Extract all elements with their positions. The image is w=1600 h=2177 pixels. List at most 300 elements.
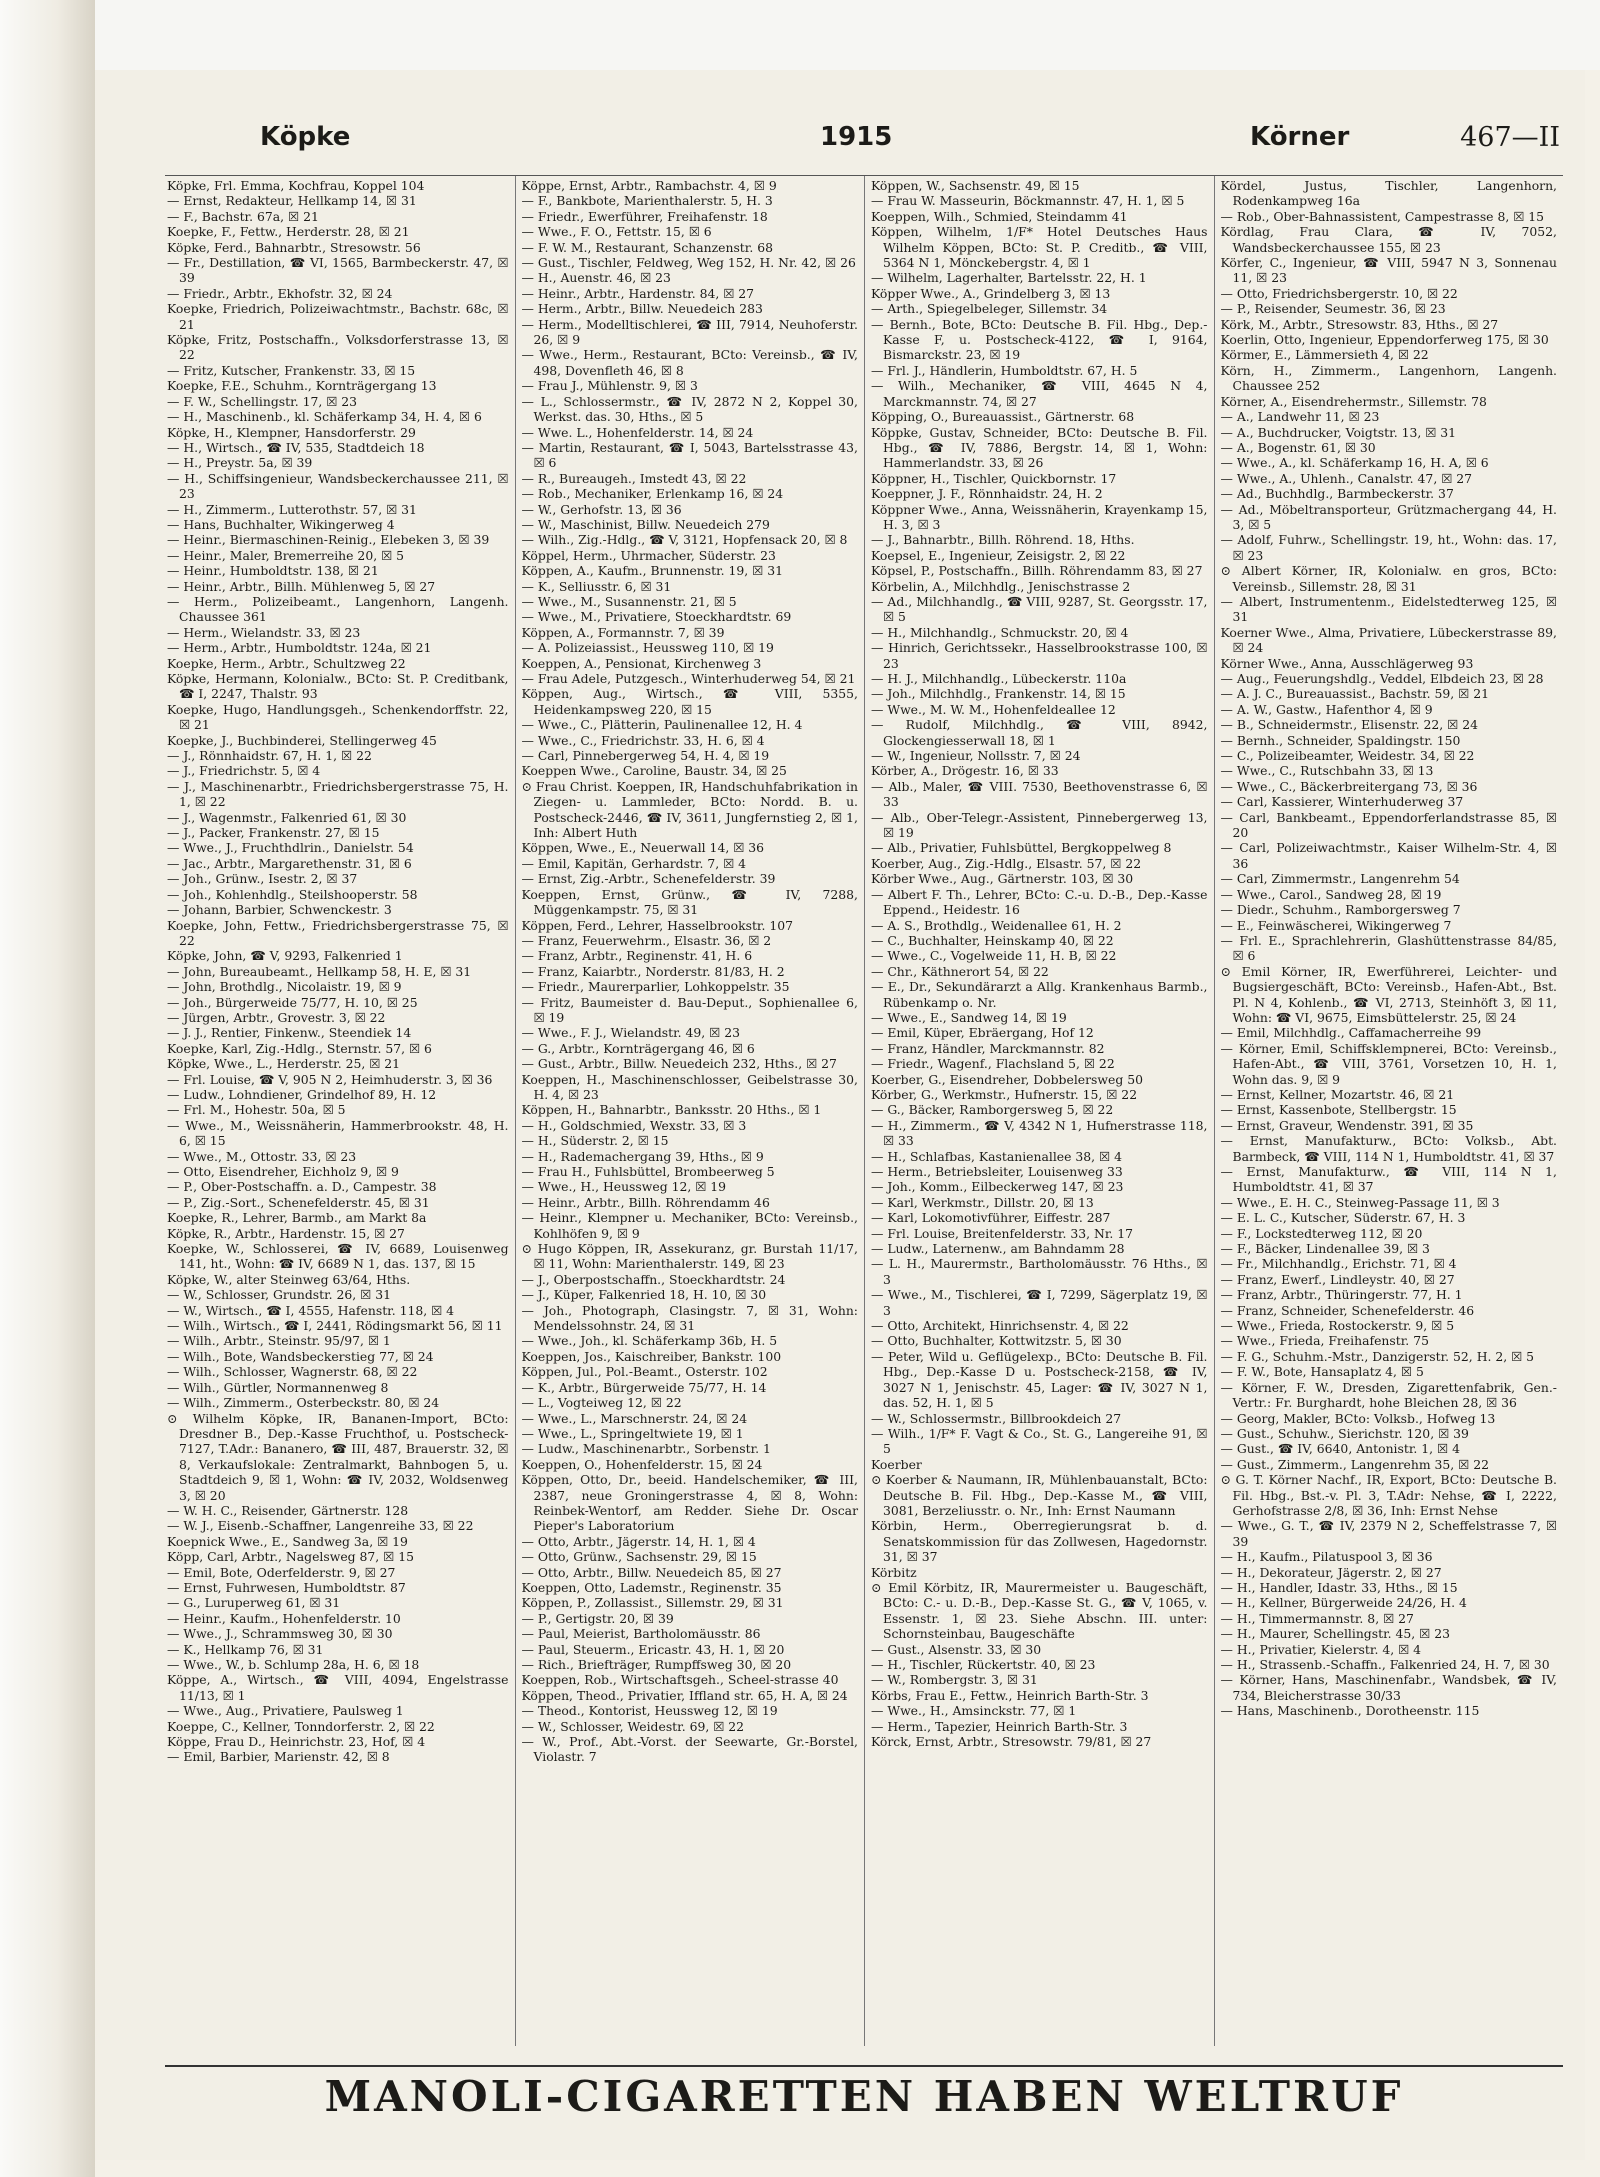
directory-entry: — L. H., Maurermstr., Bartholomäusstr. 76 Hths., ☒ 3 [871,1256,1208,1287]
directory-entry: — Ernst, Graveur, Wendenstr. 391, ☒ 35 [1220,1117,1474,1133]
directory-entry: — H., Süderstr. 2, ☒ 15 [521,1133,669,1149]
directory-entry: — Wwe., F. O., Fettstr. 15, ☒ 6 [521,224,712,240]
directory-entry: — Wwe., E. H. C., Steinweg-Passage 11, ☒ 3 [1220,1194,1500,1210]
directory-entry: — H., Maurer, Schellingstr. 45, ☒ 23 [1220,1626,1450,1642]
directory-entry: Köppen, H., Bahnarbtr., Banksstr. 20 Hths., ☒ 1 [521,1102,822,1118]
directory-entry: — Chr., Käthnerort 54, ☒ 22 [871,963,1049,979]
directory-entry: Koeppen, Rob., Wirtschaftsgeh., Scheel-strasse 40 [521,1672,839,1688]
directory-entry: — F., Bankbote, Marienthalerstr. 5, H. 3 [521,193,773,209]
directory-entry: — A., Landwehr 11, ☒ 23 [1220,409,1380,425]
directory-entry: — Wwe., Frieda, Rostockerstr. 9, ☒ 5 [1220,1318,1455,1334]
directory-entry: — Wwe., Joh., kl. Schäferkamp 36b, H. 5 [521,1333,778,1349]
directory-entry: — W., Schlossermstr., Billbrookdeich 27 [871,1410,1122,1426]
directory-entry: — Johann, Barbier, Schwenckestr. 3 [167,902,392,918]
directory-entry: — W., Schlosser, Grundstr. 26, ☒ 31 [167,1287,391,1303]
page-number: 467—II [1460,122,1560,153]
directory-entry: — Herm., Betriebsleiter, Louisenweg 33 [871,1164,1123,1179]
directory-entry: Koepke, Karl, Zig.-Hdlg., Sternstr. 57, ☒ 6 [167,1040,432,1056]
directory-entry: — Franz, Händler, Marckmannstr. 82 [871,1040,1105,1056]
directory-entry: — Otto, Architekt, Hinrichsenstr. 4, ☒ 22 [871,1318,1129,1334]
directory-entry: — G., Luruperweg 61, ☒ 31 [167,1595,341,1611]
directory-entry: Körbs, Frau E., Fettw., Heinrich Barth-Str. 3 [871,1687,1149,1703]
directory-entry: — J., Bahnarbtr., Billh. Röhrend. 18, Hths. [871,532,1135,548]
directory-entry: — C., Polizeibeamter, Weidestr. 34, ☒ 22 [1220,748,1475,764]
directory-entry: — Wwe., Frieda, Freihafenstr. 75 [1220,1333,1429,1349]
directory-entry: — W., Prof., Abt.-Vorst. der Seewarte, Gr.-Borstel, Violastr. 7 [521,1734,858,1765]
directory-entry: — Wilh., 1/F* F. Vagt & Co., St. G., Langereihe 91, ☒ 5 [871,1425,1208,1457]
directory-entry: — Wilh., Zig.-Hdlg., ☎ V, 3121, Hopfensack 20, ☒ 8 [521,532,848,548]
directory-entry: — Wwe., J., Schrammsweg 30, ☒ 30 [167,1626,393,1642]
directory-entry: — Gust., ☎ IV, 6640, Antonistr. 1, ☒ 4 [1220,1441,1460,1457]
directory-entry: Köpsel, P., Postschaffn., Billh. Röhrendamm 83, ☒ 27 [871,563,1203,579]
directory-entry: — Körner, Hans, Maschinenfabr., Wandsbek, ☎ IV, 734, Bleicherstrasse 30/33 [1220,1672,1557,1703]
directory-entry: Köpping, O., Bureauassist., Gärtnerstr. 68 [871,409,1135,425]
directory-entry: — Gust., Arbtr., Billw. Neuedeich 232, Hths., ☒ 27 [521,1056,837,1072]
directory-entry: Koerber, G., Eisendreher, Dobbelersweg 50 [871,1071,1143,1087]
directory-entry: — G., Bäcker, Ramborgersweg 5, ☒ 22 [871,1102,1114,1118]
directory-entry: — Frl. Louise, ☎ V, 905 N 2, Heimhuderstr. 3, ☒ 36 [167,1071,493,1087]
directory-entry: — F. W., Schellingstr. 17, ☒ 23 [167,393,358,409]
directory-entry: — Wwe., E., Sandweg 14, ☒ 19 [871,1009,1067,1025]
directory-entry: — Otto, Arbtr., Billw. Neuedeich 85, ☒ 27 [521,1564,782,1580]
directory-entry: — Frl. M., Hohestr. 50a, ☒ 5 [167,1102,346,1118]
directory-entry: — Diedr., Schuhm., Ramborgersweg 7 [1220,902,1461,918]
directory-entry: — Wwe., F. J., Wielandstr. 49, ☒ 23 [521,1025,740,1041]
directory-entry: — Ad., Buchhdlg., Barmbeckerstr. 37 [1220,486,1454,502]
directory-entry: Köppen, A., Kaufm., Brunnenstr. 19, ☒ 31 [521,563,783,579]
directory-entry: — Herm., Arbtr., Billw. Neuedeich 283 [521,301,763,317]
directory-entry: — W., Schlosser, Weidestr. 69, ☒ 22 [521,1718,745,1734]
directory-entry: — Rob., Ober-Bahnassistent, Campestrasse 8, ☒ 15 [1220,208,1545,224]
directory-entry: Köppe, Frau D., Heinrichstr. 23, Hof, ☒ 4 [167,1734,426,1750]
directory-entry: — Wwe., A., kl. Schäferkamp 16, H. A, ☒ 6 [1220,455,1489,471]
directory-entry: — H., Schlafbas, Kastanienallee 38, ☒ 4 [871,1148,1122,1164]
directory-entry: — Wwe., M., Privatiere, Stoeckhardtstr. 69 [521,609,792,625]
directory-entry: — H., Dekorateur, Jägerstr. 2, ☒ 27 [1220,1564,1442,1580]
directory-entry: — Heinr., Arbtr., Hardenstr. 84, ☒ 27 [521,285,755,301]
directory-entry: Koeppen, Jos., Kaischreiber, Bankstr. 100 [521,1348,782,1364]
directory-entry: — Otto, Friedrichsbergerstr. 10, ☒ 22 [1220,285,1458,301]
directory-entry: Köpke, H., Klempner, Hansdorferstr. 29 [167,424,416,440]
directory-entry: — H., Kaufm., Pilatuspool 3, ☒ 36 [1220,1549,1433,1565]
footer-advertisement: MANOLI-CIGARETTEN HABEN WELTRUF [165,2065,1563,2127]
directory-entry: — Franz, Ewerf., Lindleystr. 40, ☒ 27 [1220,1271,1455,1287]
directory-entry: — Heinr., Klempner u. Mechaniker, BCto: Vereinsb., Kohlhöfen 9, ☒ 9 [521,1210,858,1241]
directory-entry: — J., Friedrichstr. 5, ☒ 4 [167,763,321,779]
directory-entry: — F., Lockstedterweg 112, ☒ 20 [1220,1225,1423,1241]
directory-entry: — H., Wirtsch., ☎ IV, 535, Stadtdeich 18 [167,439,425,455]
directory-entry: — W., Maschinist, Billw. Neuedeich 279 [521,516,770,532]
directory-entry: — P., Reisender, Seumestr. 36, ☒ 23 [1220,301,1446,317]
directory-entry: Köpp, Carl, Arbtr., Nagelsweg 87, ☒ 15 [167,1549,414,1565]
directory-entry: — Wwe., H., Heussweg 12, ☒ 19 [521,1179,727,1195]
directory-entry: — F., Bäcker, Lindenallee 39, ☒ 3 [1220,1241,1430,1257]
directory-entry: — Theod., Kontorist, Heussweg 12, ☒ 19 [521,1703,778,1719]
directory-entry: — Joh., Grünw., Isestr. 2, ☒ 37 [167,871,358,887]
directory-entry: Körber, G., Werkmstr., Hufnerstr. 15, ☒ 22 [871,1086,1138,1102]
directory-entry: Köpke, Fritz, Postschaffn., Volksdorferstrasse 13, ☒ 22 [167,332,509,363]
directory-entry: — Herm., Tapezier, Heinrich Barth-Str. 3 [871,1718,1128,1734]
directory-entry: — J., Packer, Frankenstr. 27, ☒ 15 [167,825,380,841]
directory-entry: — Wwe., G. T., ☎ IV, 2379 N 2, Scheffelstrasse 7, ☒ 39 [1220,1518,1557,1549]
directory-entry: — Wilh., Zimmerm., Osterbeckstr. 80, ☒ 24 [167,1395,440,1411]
directory-entry: — Peter, Wild u. Geflügelexp., BCto: Deutsche B. Fil. Hbg., Dep.-Kasse D u. Postscheck-2158, ☎ IV, 3027 N 1, Jenischstr. 45, Lager: ☎ IV, 3027 N 1, das. 52, H. 1, ☒ 5 [871,1348,1208,1411]
directory-entry: — John, Bureaubeamt., Hellkamp 58, H. E, ☒ 31 [167,963,472,979]
directory-entry: — H., Milchhandlg., Schmuckstr. 20, ☒ 4 [871,624,1129,640]
directory-entry: — Heinr., Arbtr., Billh. Röhrendamm 46 [521,1194,770,1210]
directory-entry: — Frau Adele, Putzgesch., Winterhuderweg 54, ☒ 21 [521,671,856,686]
directory-entry: Koepke, John, Fettw., Friedrichsbergerstrasse 75, ☒ 22 [167,917,509,948]
directory-entry: Köpke, R., Arbtr., Hardenstr. 15, ☒ 27 [167,1225,405,1241]
directory-entry: — Wilh., Wirtsch., ☎ I, 2441, Rödingsmarkt 56, ☒ 11 [167,1318,503,1334]
directory-entry: — Jac., Arbtr., Margarethenstr. 31, ☒ 6 [167,855,412,871]
directory-entry: — Joh., Milchhdlg., Frankenstr. 14, ☒ 15 [871,686,1126,702]
directory-entry: — Jürgen, Arbtr., Grovestr. 3, ☒ 22 [167,1009,386,1025]
directory-entry: — Wilh., Mechaniker, ☎ VIII, 4645 N 4, Marckmannstr. 74, ☒ 27 [871,378,1208,409]
directory-entry: — Franz, Schneider, Schenefelderstr. 46 [1220,1302,1475,1318]
directory-entry: — Fritz, Baumeister d. Bau-Deput., Sophienallee 6, ☒ 19 [521,994,858,1025]
directory-entry: — Gust., Tischler, Feldweg, Weg 152, H. Nr. 42, ☒ 26 [521,255,856,271]
directory-entry: — Hinrich, Gerichtssekr., Hasselbrookstrasse 100, ☒ 23 [871,640,1208,671]
directory-entry: Koepke, Herm., Arbtr., Schultzweg 22 [167,655,406,671]
directory-entry: — Ludw., Laternenw., am Bahndamm 28 [871,1241,1125,1257]
directory-entry: — H., Handler, Idastr. 33, Hths., ☒ 15 [1220,1579,1458,1595]
directory-entry: — Karl, Lokomotivführer, Eiffestr. 287 [871,1210,1111,1226]
directory-entry: — Wilh., Schlosser, Wagnerstr. 68, ☒ 22 [167,1364,418,1380]
directory-entry: ⊙ G. T. Körner Nachf., IR, Export, BCto: Deutsche B. Fil. Hbg., Bst.-v. Pl. 3, T.Adr: Nehse, ☎ I, 2222, Gerhofstrasse 2/8, ☒ 36, Inh: Ernst Nehse [1220,1472,1557,1518]
directory-entry: Körbelin, A., Milchhdlg., Jenischstrasse 2 [871,578,1131,594]
directory-entry: — J. J., Rentier, Finkenw., Steendiek 14 [167,1025,412,1041]
directory-entry: — A. W., Gastw., Hafenthor 4, ☒ 9 [1220,701,1433,717]
directory-entry: — Wwe., C., Bäckerbreitergang 73, ☒ 36 [1220,778,1478,794]
directory-entry: — Friedr., Arbtr., Ekhofstr. 32, ☒ 24 [167,285,393,301]
directory-entry: — Franz, Arbtr., Thüringerstr. 77, H. 1 [1220,1287,1463,1303]
directory-entry: Kördlag, Frau Clara, ☎ IV, 7052, Wandsbeckerchaussee 155, ☒ 23 [1220,224,1557,255]
directory-entry: — H., Timmermannstr. 8, ☒ 27 [1220,1610,1414,1626]
directory-entry: — H., Privatier, Kielerstr. 4, ☒ 4 [1220,1641,1422,1657]
directory-entry: Köppen, Theod., Privatier, Iffland str. 65, H. A, ☒ 24 [521,1687,848,1703]
directory-entry: Körbin, Herm., Oberregierungsrat b. d. Senatskommission für das Zollwesen, Hagedornstr. 31, ☒ 37 [871,1518,1208,1565]
directory-entry: Köppner, H., Tischler, Quickbornstr. 17 [871,470,1117,486]
directory-entry: — H., Preystr. 5a, ☒ 39 [167,455,313,471]
directory-entry: Körck, Ernst, Arbtr., Stresowstr. 79/81, ☒ 27 [871,1734,1152,1750]
directory-entry: — Alb., Privatier, Fuhlsbüttel, Bergkoppelweg 8 [871,840,1172,856]
directory-entry: — Frl. Louise, Breitenfelderstr. 33, Nr. 17 [871,1225,1134,1241]
directory-entry: — Wwe., Carol., Sandweg 28, ☒ 19 [1220,886,1442,902]
directory-entry: Körn, H., Zimmerm., Langenhorn, Langenh. Chaussee 252 [1220,362,1557,394]
directory-entry: — J., Maschinenarbtr., Friedrichsbergerstrasse 75, H. 1, ☒ 22 [167,778,509,810]
directory-entry: Koeppner, J. F., Rönnhaidstr. 24, H. 2 [871,486,1103,502]
directory-entry: — Wwe. L., Hohenfelderstr. 14, ☒ 24 [521,424,754,440]
directory-entry: — Friedr., Maurerparlier, Lohkoppelstr. 35 [521,979,790,995]
directory-entry: — Wwe., M., Ottostr. 33, ☒ 23 [167,1148,357,1164]
directory-entry: — Wwe., Herm., Restaurant, BCto: Vereinsb., ☎ IV, 498, Dovenfleth 46, ☒ 8 [521,347,858,378]
directory-entry: — Hans, Maschinenb., Dorotheenstr. 115 [1220,1703,1480,1719]
directory-entry: — Frau J., Mühlenstr. 9, ☒ 3 [521,378,698,394]
directory-entry: — Frau H., Fuhlsbüttel, Brombeerweg 5 [521,1164,775,1179]
directory-entry: — K., Arbtr., Bürgerweide 75/77, H. 14 [521,1379,767,1395]
directory-entry: — B., Schneidermstr., Elisenstr. 22, ☒ 24 [1220,717,1478,733]
directory-entry: Köpke, W., alter Steinweg 63/64, Hths. [167,1271,411,1287]
directory-entry: — Gust., Schuhw., Sierichstr. 120, ☒ 39 [1220,1425,1469,1441]
directory-entry: — E., Feinwäscherei, Wikingerweg 7 [1220,917,1452,933]
directory-entry: — Herm., Polizeibeamt., Langenhorn, Langenh. Chaussee 361 [167,593,509,625]
directory-entry: — F., Bachstr. 67a, ☒ 21 [167,208,319,224]
directory-entry: — Ad., Milchhandlg., ☎ VIII, 9287, St. Georgsstr. 17, ☒ 5 [871,593,1208,625]
directory-entry: — Rob., Mechaniker, Erlenkamp 16, ☒ 24 [521,486,784,502]
directory-entry: — Emil, Milchhdlg., Caffamacherreihe 99 [1220,1025,1482,1041]
header-year: 1915 [820,122,893,152]
directory-entry: Koeppe, C., Kellner, Tonndorferstr. 2, ☒ 22 [167,1718,435,1734]
directory-entry: — Frau W. Masseurin, Böckmannstr. 47, H. 1, ☒ 5 [871,193,1185,209]
directory-entry: Körk, M., Arbtr., Stresowstr. 83, Hths., ☒ 27 [1220,316,1499,332]
column-2 [515,176,865,2046]
directory-entry: Koepke, W., Schlosserei, ☎ IV, 6689, Louisenweg 141, ht., Wohn: ☎ IV, 6689 N 1, das. 137, ☒ 15 [167,1241,509,1272]
directory-entry: — A. Polizeiassist., Heussweg 110, ☒ 19 [521,640,774,656]
page-header [165,122,1560,162]
directory-entry: — Ernst, Redakteur, Hellkamp 14, ☒ 31 [167,193,417,209]
directory-page [95,70,1585,2160]
directory-entry: — Emil, Kapitän, Gerhardstr. 7, ☒ 4 [521,855,747,871]
directory-entry: — F. G., Schuhm.-Mstr., Danzigerstr. 52, H. 2, ☒ 5 [1220,1348,1535,1364]
directory-entry: Körner, A., Eisendrehermstr., Sillemstr. 78 [1220,393,1487,409]
directory-entry: — Emil, Barbier, Marienstr. 42, ☒ 8 [167,1749,390,1765]
directory-entry: — H. J., Milchhandlg., Lübeckerstr. 110a [871,671,1127,686]
directory-entry: Köpper Wwe., A., Grindelberg 3, ☒ 13 [871,285,1111,301]
directory-entry: — Joh., Komm., Eilbeckerweg 147, ☒ 23 [871,1179,1124,1195]
directory-entry: — Frl. E., Sprachlehrerin, Glashüttenstrasse 84/85, ☒ 6 [1220,932,1557,964]
directory-entry: — J., Wagenmstr., Falkenried 61, ☒ 30 [167,809,407,825]
directory-entry: — Joh., Photograph, Clasingstr. 7, ☒ 31, Wohn: Mendelssohnstr. 24, ☒ 31 [521,1302,858,1334]
directory-entry: ⊙ Emil Körner, IR, Ewerführerei, Leichter- und Bugsiergeschäft, BCto: Vereinsb., Hafen-Abt., Bst. Pl. N 4, Kohlenb., ☎ VI, 2713, Steinhöft 3, ☒ 11, Wohn: ☎ VI, 9675, Eimsbüttelerstr. 25, ☒ 24 [1220,963,1557,1025]
directory-entry: — Wwe., M., Weissnäherin, Hammerbrookstr. 48, H. 6, ☒ 15 [167,1117,509,1149]
directory-entry: — F. W., Bote, Hansaplatz 4, ☒ 5 [1220,1364,1424,1380]
directory-entry: Köppen, Wilhelm, 1/F* Hotel Deutsches Haus Wilhelm Köppen, BCto: St. P. Creditb., ☎ VIII, 5364 N 1, Mönckebergstr. 4, ☒ 1 [871,224,1208,271]
directory-entry: — Heinr., Arbtr., Billh. Mühlenweg 5, ☒ 27 [167,578,436,594]
directory-entry: — Rich., Briefträger, Rumpffsweg 30, ☒ 20 [521,1657,792,1672]
column-3 [864,176,1214,2046]
directory-entry: — P., Zig.-Sort., Schenefelderstr. 45, ☒ 31 [167,1194,430,1210]
directory-entry: — Otto, Grünw., Sachsenstr. 29, ☒ 15 [521,1549,757,1565]
directory-entry: — Fr., Milchhandlg., Erichstr. 71, ☒ 4 [1220,1256,1457,1272]
directory-entry: Körbitz [871,1564,917,1580]
directory-entry: — E., Dr., Sekundärarzt a Allg. Krankenhaus Barmb., Rübenkamp o. Nr. [871,979,1208,1010]
directory-entry: — Herm., Modelltischlerei, ☎ III, 7914, Neuhoferstr. 26, ☒ 9 [521,316,858,348]
directory-entry: ⊙ Hugo Köppen, IR, Assekuranz, gr. Burstah 11/17, ☒ 11, Wohn: Marienthalerstr. 149, ☒ 23 [521,1241,858,1272]
directory-entry: Körber, A., Drögestr. 16, ☒ 33 [871,763,1059,779]
directory-entry: — W. J., Eisenb.-Schaffner, Langenreihe 33, ☒ 22 [167,1518,474,1534]
directory-entry: — Albert, Instrumentenm., Eidelstedterweg 125, ☒ 31 [1220,593,1557,625]
directory-entry: — W., Wirtsch., ☎ I, 4555, Hafenstr. 118, ☒ 4 [167,1302,455,1318]
directory-entry: — Wwe., C., Plätterin, Paulinenallee 12, H. 4 [521,717,803,733]
directory-entry: — Wwe., L., Marschnerstr. 24, ☒ 24 [521,1410,748,1426]
directory-entry: — Ernst, Fuhrwesen, Humboldtstr. 87 [167,1579,406,1595]
directory-entry: — R., Bureaugeh., Imstedt 43, ☒ 22 [521,470,747,486]
directory-entry: — Franz, Kaiarbtr., Norderstr. 81/83, H. 2 [521,963,785,979]
directory-entry: Koeppen, A., Pensionat, Kirchenweg 3 [521,655,762,671]
directory-entry: — P., Ober-Postschaffn. a. D., Campestr. 38 [167,1179,437,1195]
directory-entry: Koerlin, Otto, Ingenieur, Eppendorferweg 175, ☒ 30 [1220,332,1549,348]
directory-entry: ⊙ Koerber & Naumann, IR, Mühlenbauanstalt, BCto: Deutsche B. Fil. Hbg., Dep.-Kasse M., ☎ VIII, 3081, Berzeliusstr. o. Nr., Inh: Ernst Naumann [871,1472,1208,1518]
directory-entry: — C., Buchhalter, Heinskamp 40, ☒ 22 [871,932,1114,948]
directory-entry: — Herm., Arbtr., Humboldtstr. 124a, ☒ 21 [167,640,432,656]
directory-entry: — Ludw., Lohndiener, Grindelhof 89, H. 12 [167,1086,437,1102]
directory-entry: — Carl, Zimmermstr., Langenrehm 54 [1220,871,1460,887]
directory-entry: — Emil, Bote, Oderfelderstr. 9, ☒ 27 [167,1564,396,1580]
directory-entry: Koeppen Wwe., Caroline, Baustr. 34, ☒ 25 [521,763,787,779]
directory-entry: — Gust., Zimmerm., Langenrehm 35, ☒ 22 [1220,1456,1489,1472]
directory-entry: — Ernst, Kassenbote, Stellbergstr. 15 [1220,1102,1457,1118]
directory-entry: Köpke, Wwe., L., Herderstr. 25, ☒ 21 [167,1056,401,1072]
page-top-margin [0,0,1600,70]
directory-entry: — Wwe., W., b. Schlump 28a, H. 6, ☒ 18 [167,1657,420,1672]
directory-entry: — Wwe., H., Amsinckstr. 77, ☒ 1 [871,1703,1077,1719]
directory-entry: — Bernh., Bote, BCto: Deutsche B. Fil. Hbg., Dep.-Kasse F, u. Postscheck-4122, ☎ I, 9164, Bismarckstr. 23, ☒ 19 [871,316,1208,363]
directory-entry: — A. J. C., Bureauassist., Bachstr. 59, ☒ 21 [1220,686,1489,702]
directory-entry: Köppen, Otto, Dr., beeid. Handelschemiker, ☎ III, 2387, neue Groningerstrasse 4, ☒ 8, Wohn: Reinbek-Wentorf, am Redder. Siehe Dr. Oscar Pieper's Laboratorium [521,1472,858,1534]
directory-entry: — Körner, F. W., Dresden, Zigarettenfabrik, Gen.-Vertr.: Fr. Burghardt, hohe Bleichen 28, ☒ 36 [1220,1379,1557,1411]
directory-entry: Köppe, A., Wirtsch., ☎ VIII, 4094, Engelstrasse 11/13, ☒ 1 [167,1672,509,1703]
directory-entry: — Carl, Bankbeamt., Eppendorferlandstrasse 85, ☒ 20 [1220,809,1557,841]
directory-entry: — Franz, Feuerwehrm., Elsastr. 36, ☒ 2 [521,932,772,948]
directory-entry: — G., Arbtr., Kornträgergang 46, ☒ 6 [521,1040,755,1056]
directory-entry: — Aug., Feuerungshdlg., Veddel, Elbdeich 23, ☒ 28 [1220,671,1544,686]
directory-entry: — Martin, Restaurant, ☎ I, 5043, Bartelsstrasse 43, ☒ 6 [521,439,858,471]
directory-entry: Köppen, W., Sachsenstr. 49, ☒ 15 [871,178,1080,193]
directory-entry: — Otto, Arbtr., Jägerstr. 14, H. 1, ☒ 4 [521,1533,756,1549]
directory-entry: — H., Strassenb.-Schaffn., Falkenried 24, H. 7, ☒ 30 [1220,1657,1550,1672]
directory-entry: — H., Zimmerm., Lutterothstr. 57, ☒ 31 [167,501,417,517]
directory-entry: Köpke, John, ☎ V, 9293, Falkenried 1 [167,948,403,964]
directory-columns [165,175,1563,2046]
directory-entry: — Wilh., Arbtr., Steinstr. 95/97, ☒ 1 [167,1333,391,1349]
directory-entry: — Gust., Alsenstr. 33, ☒ 30 [871,1641,1042,1657]
directory-entry: Köppke, Gustav, Schneider, BCto: Deutsche B. Fil. Hbg., ☎ IV, 7886, Bergstr. 14, ☒ 1, Wohn: Hammerlandstr. 33, ☒ 26 [871,424,1208,471]
directory-entry: ⊙ Wilhelm Köpke, IR, Bananen-Import, BCto: Dresdner B., Dep.-Kasse Fruchthof, u. Postscheck-7127, T.Adr.: Bananero, ☎ III, 487, Brauerstr. 32, ☒ 8, Verkaufslokale: Zentralmarkt, Bahnbogen 5, u. Stadtdeich 9, ☒ 1, Wohn: ☎ IV, 2032, Woldsenweg 3, ☒ 20 [167,1410,509,1503]
header-last-name: Körner [1250,122,1350,152]
directory-entry: Köppen, Wwe., E., Neuerwall 14, ☒ 36 [521,840,765,856]
directory-entry: Köppen, Ferd., Lehrer, Hasselbrookstr. 107 [521,917,794,933]
column-4 [1214,176,1564,2046]
directory-entry: — Bernh., Schneider, Spaldingstr. 150 [1220,732,1461,748]
directory-entry: Köppel, Herm., Uhrmacher, Süderstr. 23 [521,547,776,563]
directory-entry: — H., Rademachergang 39, Hths., ☒ 9 [521,1148,764,1164]
directory-entry: Koepke, R., Lehrer, Barmb., am Markt 8a [167,1210,427,1226]
directory-entry: — Friedr., Wagenf., Flachsland 5, ☒ 22 [871,1056,1115,1072]
directory-entry: — Fritz, Kutscher, Frankenstr. 33, ☒ 15 [167,362,416,378]
directory-entry: — Wwe., Aug., Privatiere, Paulsweg 1 [167,1703,404,1719]
directory-entry: — Carl, Kassierer, Winterhuderweg 37 [1220,794,1464,810]
directory-entry: — Rudolf, Milchhdlg., ☎ VIII, 8942, Glockengiesserwall 18, ☒ 1 [871,717,1208,748]
directory-entry: Koeppen, O., Hohenfelderstr. 15, ☒ 24 [521,1456,763,1472]
column-1 [165,176,515,2046]
directory-entry: — Paul, Steuerm., Ericastr. 43, H. 1, ☒ 20 [521,1641,785,1657]
directory-entry: — K., Selliusstr. 6, ☒ 31 [521,578,672,594]
directory-entry: ⊙ Emil Körbitz, IR, Maurermeister u. Baugeschäft, BCto: C.- u. D.-B., Dep.-Kasse St. G., ☎ V, 1065, v. Essenstr. 1, ☒ 23. Siehe Abschn. III. unter: Schornsteinbau, Baugeschäfte [871,1579,1208,1642]
directory-entry: — Paul, Meierist, Bartholomäusstr. 86 [521,1626,761,1642]
directory-entry: — A. S., Brothdlg., Weidenallee 61, H. 2 [871,917,1122,933]
directory-entry: — W., Gerhofstr. 13, ☒ 36 [521,501,682,517]
directory-entry: Koeppen, H., Maschinenschlosser, Geibelstrasse 30, H. 4, ☒ 23 [521,1071,858,1102]
directory-entry: — H., Schiffsingenieur, Wandsbeckerchaussee 211, ☒ 23 [167,470,509,502]
directory-entry: Körner Wwe., Anna, Ausschlägerweg 93 [1220,655,1474,671]
directory-entry: Köppen, Jul., Pol.-Beamt., Osterstr. 102 [521,1364,768,1380]
directory-entry: Koepnick Wwe., E., Sandweg 3a, ☒ 19 [167,1533,408,1549]
directory-entry: — Heinr., Humboldtstr. 138, ☒ 21 [167,563,379,579]
directory-entry: — Ludw., Maschinenarbtr., Sorbenstr. 1 [521,1441,771,1457]
directory-entry: Köppen, Aug., Wirtsch., ☎ VIII, 5355, Heidenkampsweg 220, ☒ 15 [521,686,858,717]
directory-entry: Koeppen, Ernst, Grünw., ☎ IV, 7288, Müggenkampstr. 75, ☒ 31 [521,886,858,918]
directory-entry: — Wilh., Bote, Wandsbeckerstieg 77, ☒ 24 [167,1348,434,1364]
directory-entry: — John, Brothdlg., Nicolaistr. 19, ☒ 9 [167,979,402,995]
directory-entry: — Carl, Polizeiwachtmstr., Kaiser Wilhelm-Str. 4, ☒ 36 [1220,840,1557,871]
directory-entry: — Wilhelm, Lagerhalter, Bartelsstr. 22, H. 1 [871,270,1147,286]
directory-entry: — Heinr., Kaufm., Hohenfelderstr. 10 [167,1610,401,1626]
directory-entry: — Wwe., L., Springeltwiete 19, ☒ 1 [521,1425,744,1441]
directory-entry: — L., Schlossermstr., ☎ IV, 2872 N 2, Koppel 30, Werkst. das. 30, Hths., ☒ 5 [521,393,858,425]
directory-entry: Koeppen, Otto, Lademstr., Reginenstr. 35 [521,1579,782,1595]
directory-entry: Koeppen, Wilh., Schmied, Steindamm 41 [871,208,1128,224]
directory-entry: ⊙ Albert Körner, IR, Kolonialw. en gros, BCto: Vereinsb., Sillemstr. 28, ☒ 31 [1220,563,1557,594]
directory-entry: — W., Rombergstr. 3, ☒ 31 [871,1672,1038,1688]
directory-entry: — H., Kellner, Bürgerweide 24/26, H. 4 [1220,1595,1467,1611]
directory-entry: — Wwe., M., Susannenstr. 21, ☒ 5 [521,593,737,609]
directory-entry: — Alb., Ober-Telegr.-Assistent, Pinnebergerweg 13, ☒ 19 [871,809,1208,841]
directory-entry: Koepke, Hugo, Handlungsgeh., Schenkendorffstr. 22, ☒ 21 [167,701,509,733]
directory-entry: — Hans, Buchhalter, Wikingerweg 4 [167,516,395,532]
directory-entry: — Wwe., J., Fruchthdlrin., Danielstr. 54 [167,840,414,856]
header-first-name: Köpke [260,122,351,152]
directory-entry: — Karl, Werkmstr., Dillstr. 20, ☒ 13 [871,1194,1094,1210]
directory-entry: Kördel, Justus, Tischler, Langenhorn, Rodenkampweg 16a [1220,178,1557,209]
directory-entry: — F. W. M., Restaurant, Schanzenstr. 68 [521,239,773,255]
directory-entry: — Arth., Spiegelbeleger, Sillemstr. 34 [871,301,1108,317]
directory-entry: Koerner Wwe., Alma, Privatiere, Lübeckerstrasse 89, ☒ 24 [1220,624,1557,656]
directory-entry: — A., Buchdrucker, Voigtstr. 13, ☒ 31 [1220,424,1457,440]
directory-entry: — Ernst, Manufakturw., BCto: Volksb., Abt. Barmbeck, ☎ VIII, 114 N 1, Humboldtstr. 41, ☒ 37 [1220,1133,1557,1164]
directory-entry: — Franz, Arbtr., Reginenstr. 41, H. 6 [521,948,753,964]
directory-entry: Koepsel, E., Ingenieur, Zeisigstr. 2, ☒ 22 [871,547,1126,563]
directory-entry: — Wwe., M., Tischlerei, ☎ I, 7299, Sägerplatz 19, ☒ 3 [871,1287,1208,1318]
directory-entry: Koerber, Aug., Zig.-Hdlg., Elsastr. 57, ☒ 22 [871,855,1142,871]
directory-entry: — Wwe., M. W. M., Hohenfeldeallee 12 [871,701,1116,717]
directory-entry: — H., Maschinenb., kl. Schäferkamp 34, H. 4, ☒ 6 [167,409,482,425]
directory-entry: Koerber [871,1456,922,1472]
directory-entry: — H., Auenstr. 46, ☒ 23 [521,270,671,286]
directory-entry: — Alb., Maler, ☎ VIII. 7530, Beethovenstrasse 6, ☒ 33 [871,778,1208,810]
directory-entry: Koepke, F., Fettw., Herderstr. 28, ☒ 21 [167,224,410,240]
directory-entry: — Heinr., Maler, Bremerreihe 20, ☒ 5 [167,547,405,563]
directory-entry: Köpke, Frl. Emma, Kochfrau, Koppel 104 [167,178,425,193]
directory-entry: Körmer, E., Lämmersieth 4, ☒ 22 [1220,347,1429,363]
directory-entry: Köppe, Ernst, Arbtr., Rambachstr. 4, ☒ 9 [521,178,777,193]
directory-entry: Köppen, P., Zollassist., Sillemstr. 29, ☒ 31 [521,1595,784,1611]
directory-entry: — Wwe., C., Vogelweide 11, H. B, ☒ 22 [871,948,1117,964]
directory-entry: Koepke, J., Buchbinderei, Stellingerweg 45 [167,732,437,748]
directory-entry: — Wwe., C., Friedrichstr. 33, H. 6, ☒ 4 [521,732,765,748]
directory-entry: Köppen, A., Formannstr. 7, ☒ 39 [521,624,725,640]
directory-entry: — Heinr., Biermaschinen-Reinig., Elebeken 3, ☒ 39 [167,532,490,548]
directory-entry: — H., Tischler, Rückertstr. 40, ☒ 23 [871,1657,1096,1672]
directory-entry: — Ernst, Manufakturw., ☎ VIII, 114 N 1, Humboldtstr. 41, ☒ 37 [1220,1164,1557,1195]
directory-entry: — Friedr., Ewerführer, Freihafenstr. 18 [521,208,768,224]
directory-entry: — Ernst, Zig.-Arbtr., Schenefelderstr. 39 [521,871,776,887]
directory-entry: — W., Ingenieur, Nollsstr. 7, ☒ 24 [871,748,1081,764]
directory-entry: — Frl. J., Händlerin, Humboldtstr. 67, H. 5 [871,362,1138,378]
directory-entry: Körber Wwe., Aug., Gärtnerstr. 103, ☒ 30 [871,871,1134,887]
directory-entry: — Herm., Wielandstr. 33, ☒ 23 [167,624,361,640]
page-binding-edge [0,0,95,2177]
